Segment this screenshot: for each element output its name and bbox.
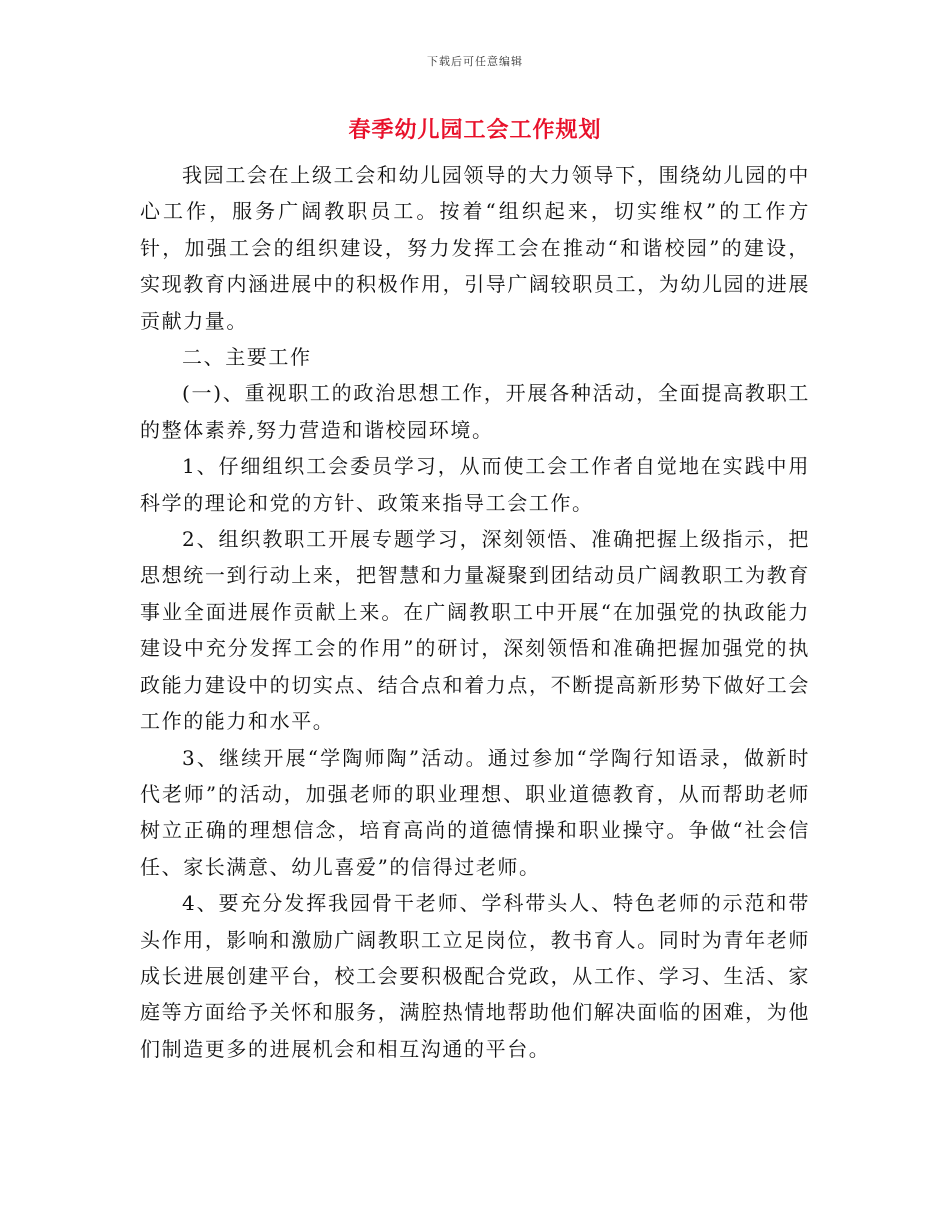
- document-body: [140, 157, 810, 1067]
- paragraph-item-4: 4、要充分发挥我园骨干老师、学科带头人、特色老师的示范和带头作用，影响和激励广阔教职工立足岗位，教书育人。同时为青年老师成长进展创建平台，校工会要积极配合党政，从工作、学习、生活、家庭等方面给予关怀和服务，满腔热情地帮助他们解决面临的困难，为他们制造更多的进展机会和相互沟通的平台。: [140, 891, 810, 1061]
- paragraph-item-1: 1、仔细组织工会委员学习，从而使工会工作者自觉地在实践中用科学的理论和党的方针、政策来指导工会工作。: [140, 454, 810, 515]
- paragraph-item-3: 3、继续开展“学陶师陶”活动。通过参加“学陶行知语录，做新时代老师”的活动，加强老师的职业理想、职业道德教育，从而帮助老师树立正确的理想信念，培育高尚的道德情操和职业操守。争做“社会信任、家长满意、幼儿喜爱”的信得过老师。: [140, 745, 810, 879]
- document-title: 春季幼儿园工会工作规划: [348, 118, 602, 143]
- header-note: 下载后可任意编辑: [427, 55, 523, 68]
- section-heading-main-work: 二、主要工作: [182, 345, 312, 370]
- paragraph-subsection-1: (一)、重视职工的政治思想工作，开展各种活动，全面提高教职工的整体素养,努力营造和谐校园环境。: [140, 381, 810, 442]
- paragraph-intro: 我园工会在上级工会和幼儿园领导的大力领导下，围绕幼儿园的中心工作，服务广阔教职员工。按着“组织起来，切实维权”的工作方针，加强工会的组织建设，努力发挥工会在推动“和谐校园”的建设，实现教育内涵进展中的积极作用，引导广阔较职员工，为幼儿园的进展贡献力量。: [140, 163, 810, 333]
- paragraph-item-2: 2、组织教职工开展专题学习，深刻领悟、准确把握上级指示，把思想统一到行动上来，把智慧和力量凝聚到团结动员广阔教职工为教育事业全面进展作贡献上来。在广阔教职工中开展“在加强党的执政能力建设中充分发挥工会的作用”的研讨，深刻领悟和准确把握加强党的执政能力建设中的切实点、结合点和着力点，不断提高新形势下做好工会工作的能力和水平。: [140, 527, 810, 734]
